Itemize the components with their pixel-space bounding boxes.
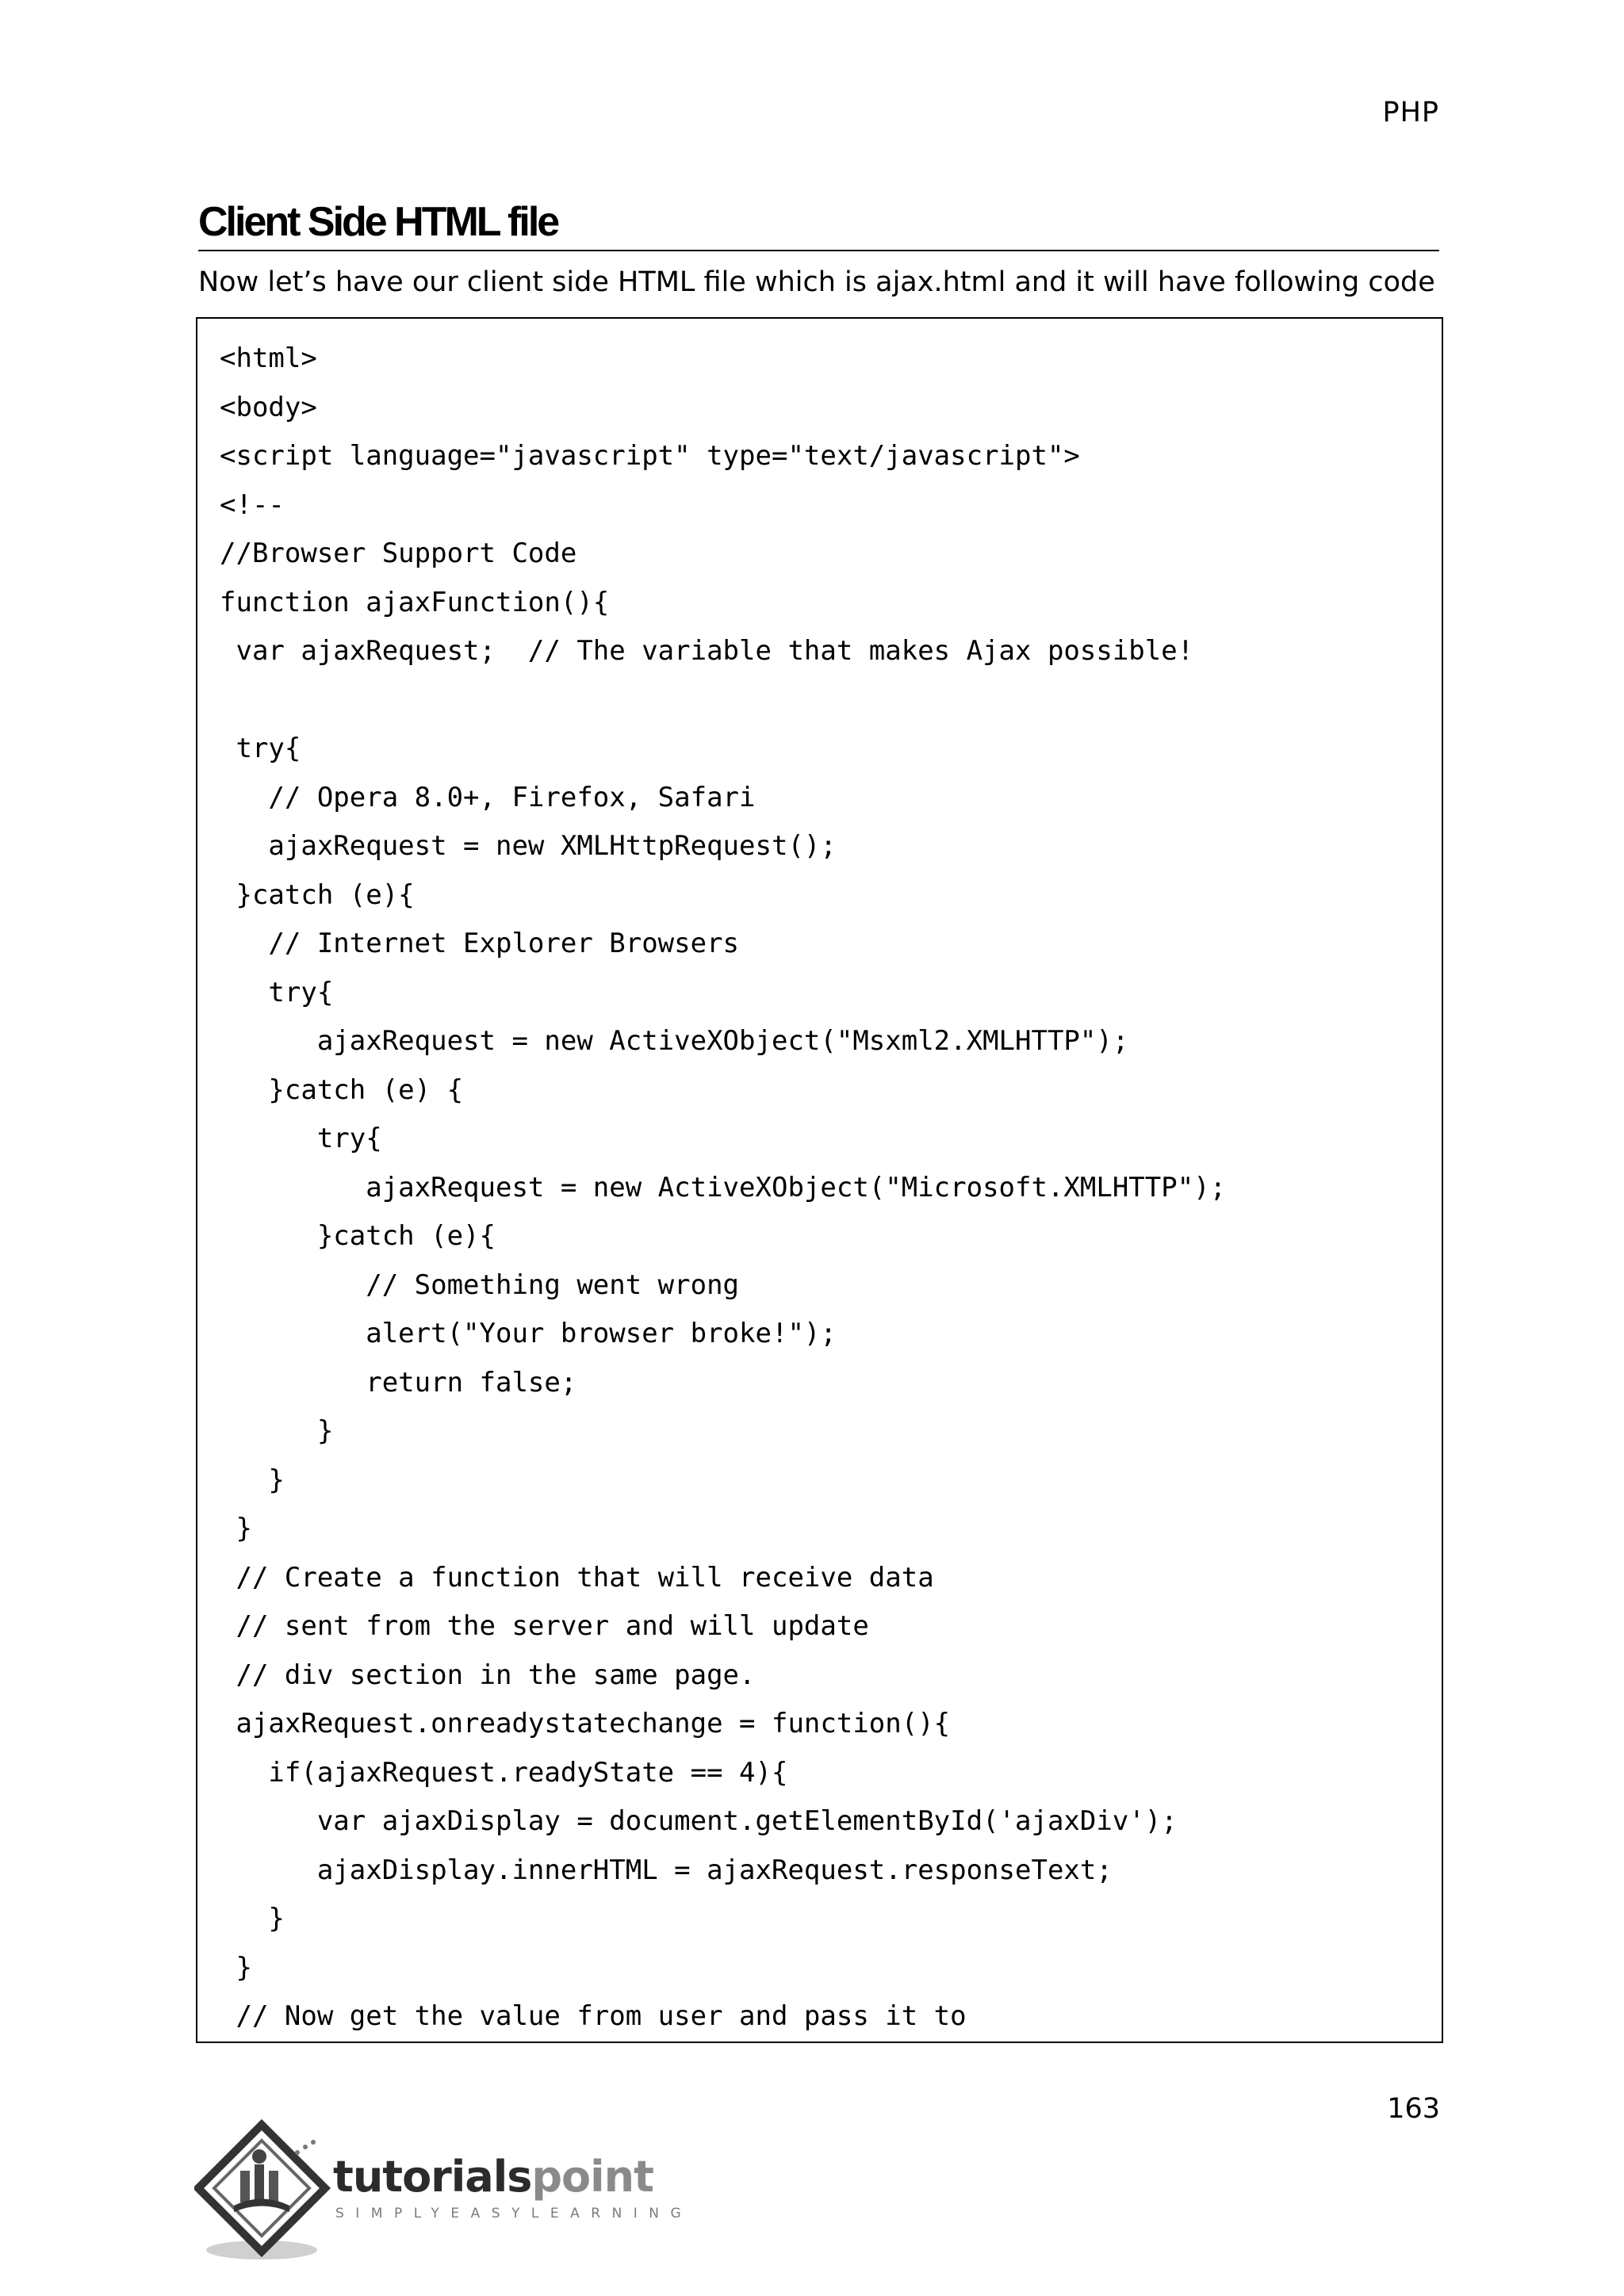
code-line: // sent from the server and will update bbox=[220, 1610, 869, 1642]
code-line: return false; bbox=[220, 1366, 577, 1399]
code-line: } bbox=[220, 1464, 285, 1496]
code-line: // div section in the same page. bbox=[220, 1659, 756, 1691]
code-line: ajaxRequest = new ActiveXObject("Microsoft.XMLHTTP"); bbox=[220, 1171, 1227, 1203]
tutorialspoint-logo bbox=[194, 2117, 693, 2267]
code-line: <body> bbox=[220, 391, 317, 423]
code-line: } bbox=[220, 1951, 252, 1984]
code-line: alert("Your browser broke!"); bbox=[220, 1318, 837, 1349]
code-line: }catch (e) { bbox=[220, 1073, 464, 1106]
code-line: <!-- bbox=[220, 488, 285, 521]
code-line: // Something went wrong bbox=[220, 1269, 740, 1301]
code-line: // Create a function that will receive data bbox=[220, 1561, 934, 1594]
logo-tagline: SIMPLYEASYLEARNING bbox=[335, 2206, 693, 2221]
section-title: Client Side HTML file bbox=[198, 193, 1439, 251]
code-block bbox=[196, 317, 1443, 2043]
code-line bbox=[197, 676, 1442, 725]
code-line: } bbox=[220, 1903, 285, 1934]
code-line: try{ bbox=[220, 733, 301, 764]
code-line: // Internet Explorer Browsers bbox=[220, 928, 740, 959]
code-line: // Now get the value from user and pass it to bbox=[220, 2000, 967, 2032]
logo-diamond-icon bbox=[194, 2117, 345, 2267]
code-line: ajaxDisplay.innerHTML = ajaxRequest.responseText; bbox=[220, 1854, 1113, 1886]
running-header-title: PHP bbox=[1382, 97, 1439, 128]
code-line: try{ bbox=[220, 1123, 382, 1154]
logo-wordmark bbox=[333, 2152, 653, 2202]
code-line: var ajaxRequest; // The variable that makes Ajax possible! bbox=[220, 635, 1194, 667]
page-number: 163 bbox=[1387, 2093, 1440, 2125]
code-line: ajaxRequest.onreadystatechange = function(){ bbox=[220, 1708, 951, 1739]
code-line: <html> bbox=[220, 342, 317, 374]
code-line: } bbox=[220, 1513, 252, 1544]
intro-paragraph: Now let’s have our client side HTML file which is ajax.html and it will have following code bbox=[198, 266, 1435, 298]
code-line: // Opera 8.0+, Firefox, Safari bbox=[220, 781, 756, 813]
code-line: var ajaxDisplay = document.getElementById('ajaxDiv'); bbox=[220, 1805, 1178, 1837]
code-line: try{ bbox=[220, 976, 334, 1008]
logo-word-dark: tutorials bbox=[333, 2152, 532, 2202]
code-line: ajaxRequest = new ActiveXObject("Msxml2.XMLHTTP"); bbox=[220, 1025, 1129, 1057]
code-line: <script language="javascript" type="text/javascript"> bbox=[220, 440, 1080, 472]
code-line: } bbox=[220, 1415, 334, 1447]
code-line: function ajaxFunction(){ bbox=[220, 586, 610, 618]
code-line: //Browser Support Code bbox=[220, 538, 577, 569]
code-line: }catch (e){ bbox=[220, 878, 415, 911]
code-line: ajaxRequest = new XMLHttpRequest(); bbox=[220, 830, 837, 862]
logo-word-light: point bbox=[531, 2152, 653, 2202]
code-line: if(ajaxRequest.readyState == 4){ bbox=[220, 1756, 788, 1789]
code-line: }catch (e){ bbox=[220, 1220, 496, 1252]
